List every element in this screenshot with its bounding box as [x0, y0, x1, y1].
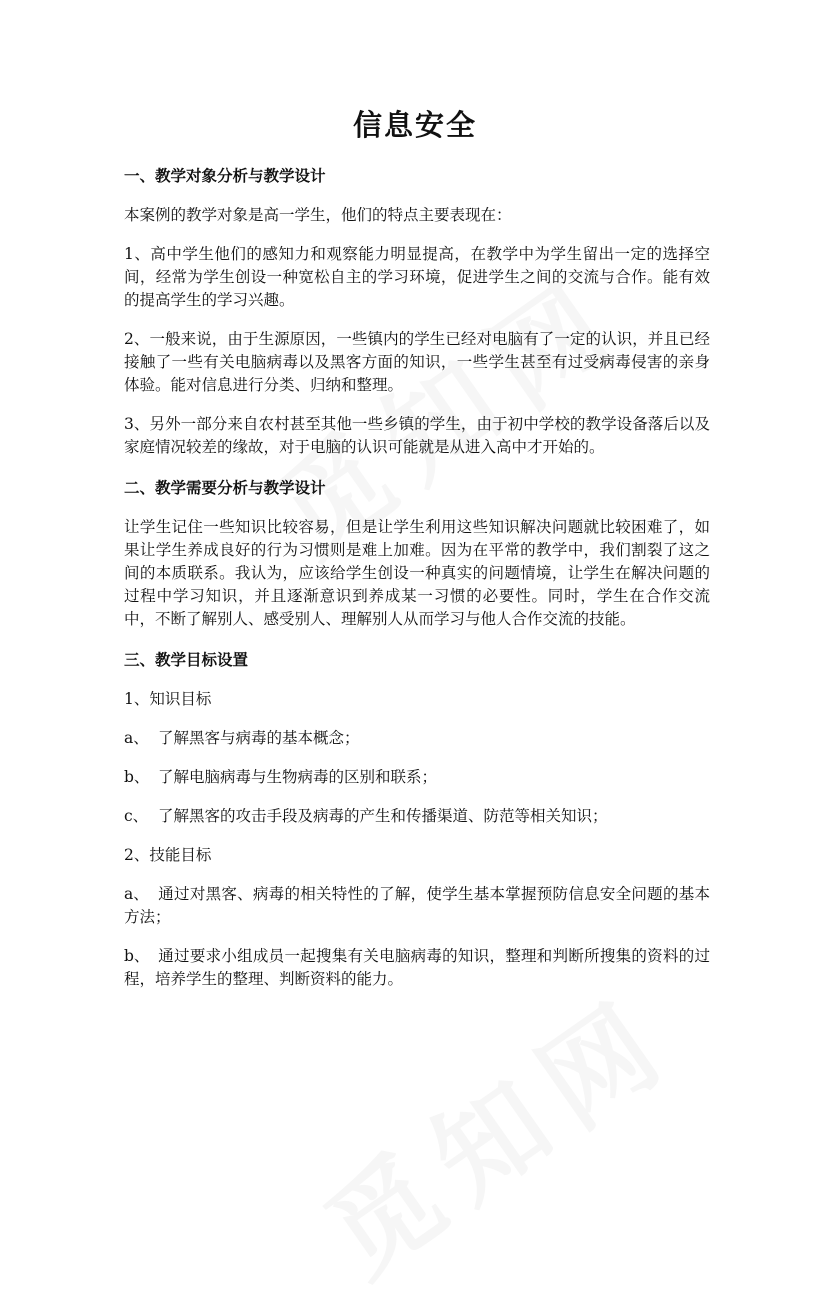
list-item-label: a、	[124, 885, 149, 903]
list-item	[124, 883, 710, 929]
paragraph: 1、高中学生他们的感知力和观察能力明显提高，在教学中为学生留出一定的选择空间，经常为学生创设一种宽松自主的学习环境，促进学生之间的交流与合作。能有效的提高学生的学习兴趣。	[124, 245, 710, 309]
list-item-label: b、	[124, 947, 150, 965]
list-item-text: 通过要求小组成员一起搜集有关电脑病毒的知识，整理和判断所搜集的资料的过程，培养学生的整理、判断资料的能力。	[124, 947, 710, 988]
list-item-label: b、	[124, 768, 150, 786]
section-heading: 二、教学需要分析与教学设计	[124, 479, 326, 497]
paragraph: 2、一般来说，由于生源原因，一些镇内的学生已经对电脑有了一定的认识，并且已经接触了一些有关电脑病毒以及黑客方面的知识，一些学生甚至有过受病毒侵害的亲身体验。能对信息进行分类、归纳和整理。	[124, 330, 710, 394]
list-item-text: 了解电脑病毒与生物病毒的区别和联系；	[158, 768, 438, 786]
list-item	[124, 727, 710, 750]
section-heading: 一、教学对象分析与教学设计	[124, 167, 326, 185]
list-item	[124, 805, 710, 828]
list-item	[124, 766, 710, 789]
list-item-label: c、	[124, 807, 149, 825]
section-heading: 三、教学目标设置	[124, 651, 249, 669]
list-item-text: 了解黑客与病毒的基本概念；	[158, 729, 360, 747]
list-item	[124, 945, 710, 991]
paragraph: 3、另外一部分来自农村甚至其他一些乡镇的学生，由于初中学校的教学设备落后以及家庭情况较差的缘故，对于电脑的认识可能就是从进入高中才开始的。	[124, 415, 710, 456]
paragraph: 让学生记住一些知识比较容易，但是让学生利用这些知识解决问题就比较困难了，如果让学生养成良好的行为习惯则是难上加难。因为在平常的教学中，我们割裂了这之间的本质联系。我认为，应该给学生创设一种真实的问题情境，让学生在解决问题的过程中学习知识，并且逐渐意识到养成某一习惯的必要性。同时，学生在合作交流中，不断了解别人、感受别人、理解别人从而学习与他人合作交流的技能。	[124, 518, 710, 628]
document-body	[124, 163, 710, 1007]
paragraph: 本案例的教学对象是高一学生，他们的特点主要表现在：	[124, 206, 512, 224]
list-item-label: a、	[124, 729, 149, 747]
page-title: 信息安全	[352, 108, 477, 142]
subheading: 1、知识目标	[124, 690, 212, 708]
subheading: 2、技能目标	[124, 846, 212, 864]
list-item-text: 了解黑客的攻击手段及病毒的产生和传播渠道、防范等相关知识；	[158, 807, 608, 825]
list-item-text: 通过对黑客、病毒的相关特性的了解，使学生基本掌握预防信息安全问题的基本方法；	[124, 885, 710, 926]
